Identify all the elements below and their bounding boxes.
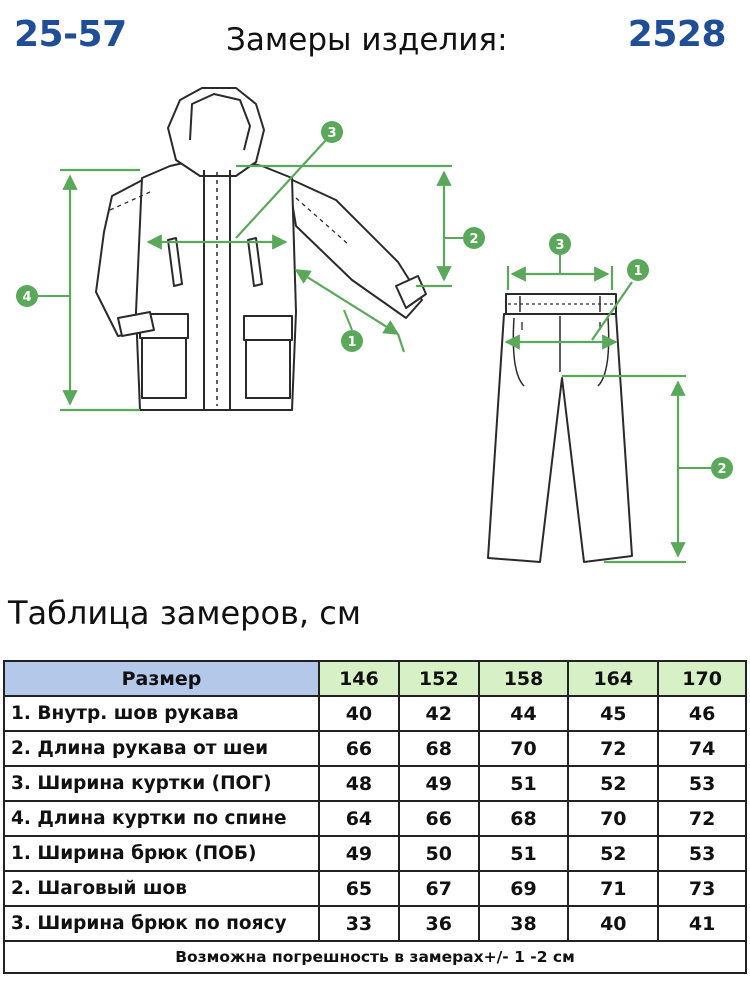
table-cell: 42 — [399, 696, 479, 731]
table-title: Таблица замеров, см — [8, 594, 361, 632]
table-cell: 53 — [658, 836, 746, 871]
table-row — [4, 906, 746, 941]
size-column-header: 158 — [479, 661, 569, 696]
measurement-diagram — [0, 70, 750, 590]
pants-marker-3 — [549, 233, 571, 274]
table-cell: 68 — [479, 801, 569, 836]
table-row — [4, 871, 746, 906]
svg-text:3: 3 — [327, 126, 337, 141]
table-cell: 38 — [479, 906, 569, 941]
table-cell: 50 — [399, 836, 479, 871]
table-cell: 72 — [658, 801, 746, 836]
table-cell: 69 — [479, 871, 569, 906]
table-cell: 72 — [568, 731, 658, 766]
row-label: 4. Длина куртки по спине — [4, 801, 319, 836]
table-cell: 70 — [568, 801, 658, 836]
table-cell: 41 — [658, 906, 746, 941]
svg-text:2: 2 — [717, 462, 727, 477]
table-cell: 51 — [479, 836, 569, 871]
table-cell: 70 — [479, 731, 569, 766]
svg-text:1: 1 — [347, 335, 357, 350]
jacket-marker-4 — [16, 285, 70, 307]
table-cell: 45 — [568, 696, 658, 731]
table-cell: 65 — [319, 871, 399, 906]
model-code: 2528 — [627, 14, 726, 55]
table-header-row — [4, 661, 746, 696]
table-cell: 40 — [319, 696, 399, 731]
size-column-header: 170 — [658, 661, 746, 696]
size-column-header: 164 — [568, 661, 658, 696]
svg-text:3: 3 — [555, 238, 565, 253]
table-cell: 48 — [319, 766, 399, 801]
table-cell: 53 — [658, 766, 746, 801]
table-cell: 71 — [568, 871, 658, 906]
table-cell: 67 — [399, 871, 479, 906]
pants-marker-1 — [627, 259, 649, 281]
table-row — [4, 731, 746, 766]
jacket-marker-2 — [444, 227, 485, 249]
table-cell: 66 — [399, 801, 479, 836]
table-cell: 46 — [658, 696, 746, 731]
size-table — [3, 660, 747, 974]
table-cell: 52 — [568, 766, 658, 801]
row-label: 2. Шаговый шов — [4, 871, 319, 906]
table-cell: 51 — [479, 766, 569, 801]
table-row — [4, 766, 746, 801]
table-cell: 64 — [319, 801, 399, 836]
table-cell: 66 — [319, 731, 399, 766]
table-cell: 52 — [568, 836, 658, 871]
size-column-header: 146 — [319, 661, 399, 696]
row-label: 3. Ширина брюк по поясу — [4, 906, 319, 941]
article-code: 25-57 — [14, 14, 127, 55]
table-cell: 49 — [399, 766, 479, 801]
table-row — [4, 696, 746, 731]
jacket-drawing — [96, 88, 426, 410]
pants-drawing — [488, 294, 632, 562]
svg-text:4: 4 — [22, 290, 32, 305]
row-label: 1. Ширина брюк (ПОБ) — [4, 836, 319, 871]
svg-text:1: 1 — [633, 264, 643, 279]
page-title: Замеры изделия: — [226, 22, 508, 58]
size-column-header: 152 — [399, 661, 479, 696]
page-header — [0, 0, 750, 70]
tolerance-note: Возможна погрешность в замерах+/- 1 -2 см — [4, 941, 746, 973]
table-cell: 33 — [319, 906, 399, 941]
jacket-marker-3 — [321, 121, 343, 143]
row-label: 3. Ширина куртки (ПОГ) — [4, 766, 319, 801]
table-cell: 74 — [658, 731, 746, 766]
row-label: 2. Длина рукава от шеи — [4, 731, 319, 766]
row-label: 1. Внутр. шов рукава — [4, 696, 319, 731]
svg-text:2: 2 — [469, 232, 479, 247]
table-cell: 44 — [479, 696, 569, 731]
table-cell: 73 — [658, 871, 746, 906]
table-cell: 68 — [399, 731, 479, 766]
table-cell: 49 — [319, 836, 399, 871]
pants-marker-2 — [678, 457, 733, 479]
table-row — [4, 801, 746, 836]
size-header-label: Размер — [4, 661, 319, 696]
table-cell: 40 — [568, 906, 658, 941]
table-cell: 36 — [399, 906, 479, 941]
table-note-row — [4, 941, 746, 973]
jacket-marker-1 — [341, 310, 363, 352]
table-row — [4, 836, 746, 871]
